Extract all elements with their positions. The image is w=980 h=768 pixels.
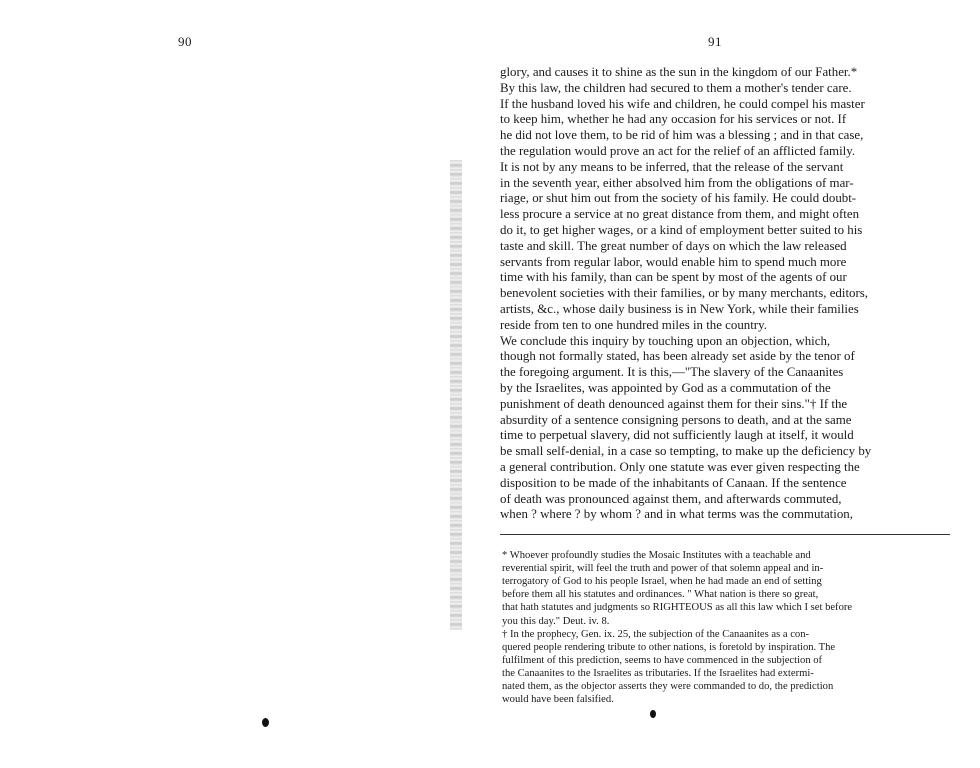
footnote-line: quered people rendering tribute to other nations, is foretold by inspiration. The bbox=[502, 641, 836, 653]
footnote-line: nated them, as the objector asserts they were commanded to do, the prediction bbox=[502, 681, 834, 692]
text-line: It is not by any means to be inferred, that the release of the servant bbox=[500, 159, 844, 174]
text-line: benevolent societies with their families, or by many merchants, editors, bbox=[500, 286, 868, 301]
text-line: of death was pronounced against them, and afterwards commuted, bbox=[500, 491, 842, 506]
left-page bbox=[0, 0, 440, 768]
text-line: If the husband loved his wife and children, he could compel his master bbox=[500, 96, 865, 111]
text-line: though not formally stated, has been already set aside by the tenor of bbox=[500, 349, 855, 364]
footnote-line: you this day." Deut. iv. 8. bbox=[502, 615, 610, 627]
right-page-number: 91 bbox=[708, 34, 722, 49]
text-line: time to perpetual slavery, did not sufficiently laugh at itself, it would bbox=[500, 428, 854, 443]
footnote-line: fulfilment of this prediction, seems to have commenced in the subjection of bbox=[502, 654, 823, 666]
text-line: by the Israelites, was appointed by God as a commutation of the bbox=[500, 381, 831, 395]
text-line: taste and skill. The great number of days on which the law released bbox=[500, 238, 847, 253]
footnote-line: † In the prophecy, Gen. ix. 25, the subjection of the Canaanites as a con- bbox=[502, 628, 810, 640]
text-line: riage, or shut him out from the society of his family. He could doubt- bbox=[500, 191, 857, 206]
text-line: artists, &c., whose daily business is in New York, while their families bbox=[500, 302, 859, 316]
footnote-line: terrogatory of God to his people Israel, when he had made an end of setting bbox=[502, 576, 822, 588]
ink-blot bbox=[262, 718, 269, 727]
text-line: the regulation would prove an act for the relief of an afflicted family. bbox=[500, 144, 856, 158]
text-line: do it, to get higher wages, or a kind of employment better suited to his bbox=[500, 223, 863, 237]
text-line: the foregoing argument. It is this,—"The slavery of the Canaanites bbox=[500, 365, 844, 380]
text-line: he did not love them, to be rid of him was a blessing ; and in that case, bbox=[500, 128, 864, 143]
text-line: servants from regular labor, would enable him to spend much more bbox=[500, 254, 847, 269]
text-line: disposition to be made of the inhabitants of Canaan. If the sentence bbox=[500, 475, 847, 490]
text-line: reside from ten to one hundred miles in the country. bbox=[500, 317, 767, 332]
text-line: when ? where ? by whom ? and in what terms was the commutation, bbox=[500, 507, 853, 522]
text-line: a general contribution. Only one statute was ever given respecting the bbox=[500, 460, 860, 474]
text-line: glory, and causes it to shine as the sun in the kingdom of our Father.* bbox=[500, 65, 858, 79]
book-gutter bbox=[450, 160, 462, 630]
text-line: be small self-denial, in a case so tempting, to make up the deficiency by bbox=[500, 444, 872, 459]
text-line: less procure a service at no great distance from them, and might often bbox=[500, 207, 860, 222]
text-line: By this law, the children had secured to them a mother's tender care. bbox=[500, 80, 852, 95]
footnote-line: would have been falsified. bbox=[502, 694, 614, 706]
footnote-rule bbox=[500, 534, 950, 535]
text-line: time with his family, than can be spent by most of the agents of our bbox=[500, 270, 847, 285]
text-line: punishment of death denounced against them for their sins."† If the bbox=[500, 396, 848, 411]
footnote-line: * Whoever profoundly studies the Mosaic Institutes with a teachable and bbox=[502, 550, 811, 561]
footnote-line: reverential spirit, will feel the truth and power of that solemn appeal and in- bbox=[502, 563, 824, 575]
text-line: We conclude this inquiry by touching upon an objection, which, bbox=[500, 333, 831, 348]
right-page bbox=[472, 0, 980, 768]
text-line: absurdity of a sentence consigning persons to death, and at the same bbox=[500, 412, 852, 427]
footnote-line: that hath statutes and judgments so RIGHTEOUS as all this law which I set before bbox=[502, 602, 853, 614]
ink-blot bbox=[650, 710, 656, 718]
footnote-line: the Canaanites to the Israelites as tributaries. If the Israelites had extermi- bbox=[502, 667, 814, 679]
text-line: in the seventh year, either absolved him from the obligations of mar- bbox=[500, 175, 854, 190]
text-line: to keep him, whether he had any occasion for his services or not. If bbox=[500, 112, 847, 127]
left-page-number: 90 bbox=[178, 34, 192, 49]
footnote-line: before them all his statutes and ordinances. " What nation is there so great, bbox=[502, 589, 819, 601]
